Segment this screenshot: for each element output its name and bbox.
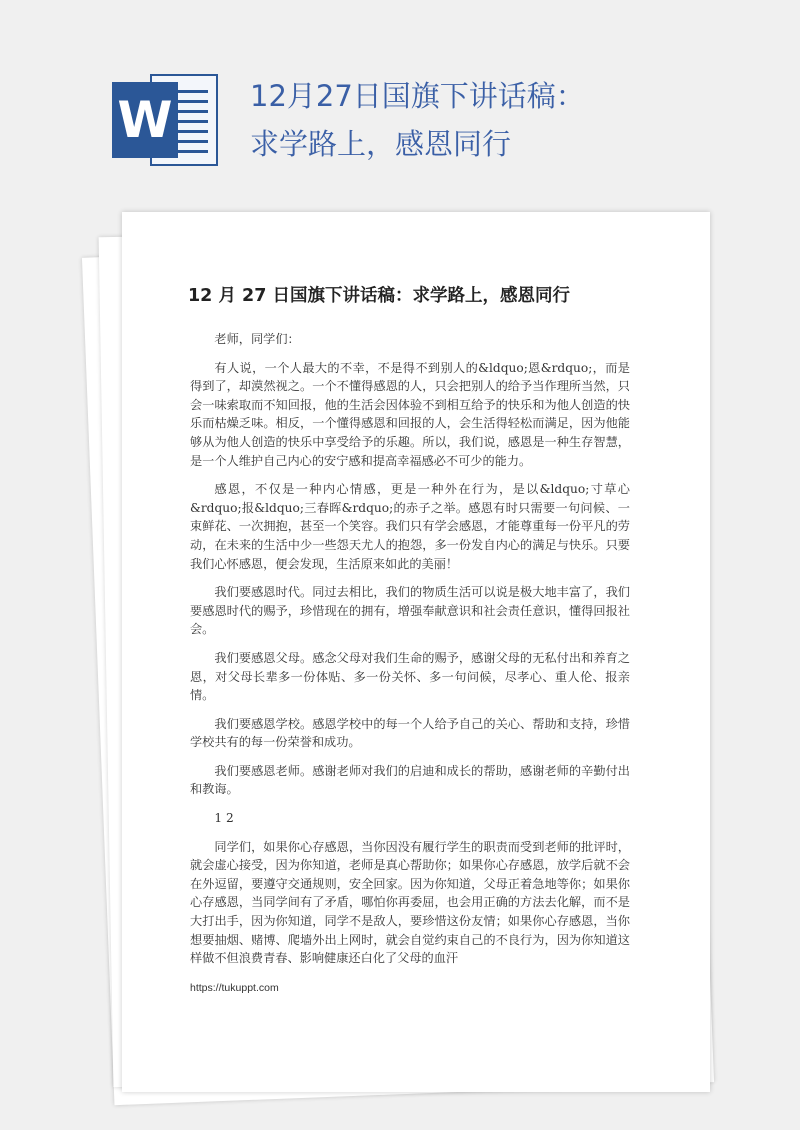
heading-line-1: 12月27日国旗下讲话稿： <box>250 79 585 113</box>
document-page <box>122 212 710 1092</box>
heading-line-2: 求学路上，感恩同行 <box>250 127 512 161</box>
paragraph: 感恩，不仅是一种内心情感，更是一种外在行为，是以&ldquo;寸草心&rdquo;报&ldquo;三春晖&rdquo;的赤子之举。感恩有时只需要一句问候、一束鲜花、一次拥抱，甚至一个笑容。我们只有学会感恩，才能尊重每一份平凡的劳动，在未来的生活中少一些怨天尤人的抱怨，多一份发自内心的满足与快乐。只要我们心怀感恩，便会发现，生活原来如此的美丽！ <box>190 482 630 571</box>
document-heading <box>250 72 670 168</box>
paragraph: 我们要感恩老师。感谢老师对我们的启迪和成长的帮助，感谢老师的辛勤付出和教诲。 <box>190 763 630 797</box>
paragraph: 我们要感恩学校。感恩学校中的每一个人给予自己的关心、帮助和支持，珍惜学校共有的每一份荣誉和成功。 <box>190 716 630 750</box>
paragraph: 我们要感恩时代。同过去相比，我们的物质生活可以说是极大地丰富了，我们要感恩时代的赐予，珍惜现在的拥有，增强奉献意识和社会责任意识，懂得回报社会。 <box>190 585 630 637</box>
paragraph: 同学们，如果你心存感恩，当你因没有履行学生的职责而受到老师的批评时，就会虚心接受，因为你知道，老师是真心帮助你；如果你心存感恩，放学后就不会在外逗留，要遵守交通规则，安全回家。因为你知道，父母正着急地等你；如果你心存感恩，当同学间有了矛盾，哪怕你再委屈，也会用正确的方法去化解，而不是大打出手，因为你知道，同学不是敌人，要珍惜这份友情；如果你心存感恩，当你想要抽烟、赌博、爬墙外出上网时，就会自觉约束自己的不良行为，因为你知道这样做不但浪费青春、影响健康还白化了父母的血汗 <box>190 839 630 966</box>
section-number: 1 2 <box>214 811 234 826</box>
paragraph: 有人说，一个人最大的不幸，不是得不到别人的&ldquo;恩&rdquo;，而是得到了，却漠然视之。一个不懂得感恩的人，只会把别人的给予当作理所当然，只会一味索取而不知回报，他的生活会因体验不到相互给予的快乐和为他人创造的快乐而枯燥乏味。相反，一个懂得感恩和回报的人，会生活得轻松而满足，因为他能够从为他人创造的快乐中享受给予的乐趣。所以，我们说，感恩是一种生存智慧，是一个人维护自己内心的安宁感和提高幸福感必不可少的能力。 <box>190 360 630 468</box>
page-header <box>0 0 800 200</box>
salutation: 老师，同学们： <box>214 332 300 346</box>
footer-url[interactable]: https://tukuppt.com <box>190 982 279 994</box>
word-badge: W <box>112 82 178 158</box>
page-title: 12 月 27 日国旗下讲话稿：求学路上，感恩同行 <box>188 286 570 306</box>
document-body <box>190 330 630 978</box>
paragraph: 我们要感恩父母。感念父母对我们生命的赐予，感谢父母的无私付出和养育之恩，对父母长辈多一份体贴、多一份关怀、多一句问候，尽孝心、重人伦、报亲情。 <box>190 650 630 703</box>
word-document-icon <box>112 70 220 170</box>
